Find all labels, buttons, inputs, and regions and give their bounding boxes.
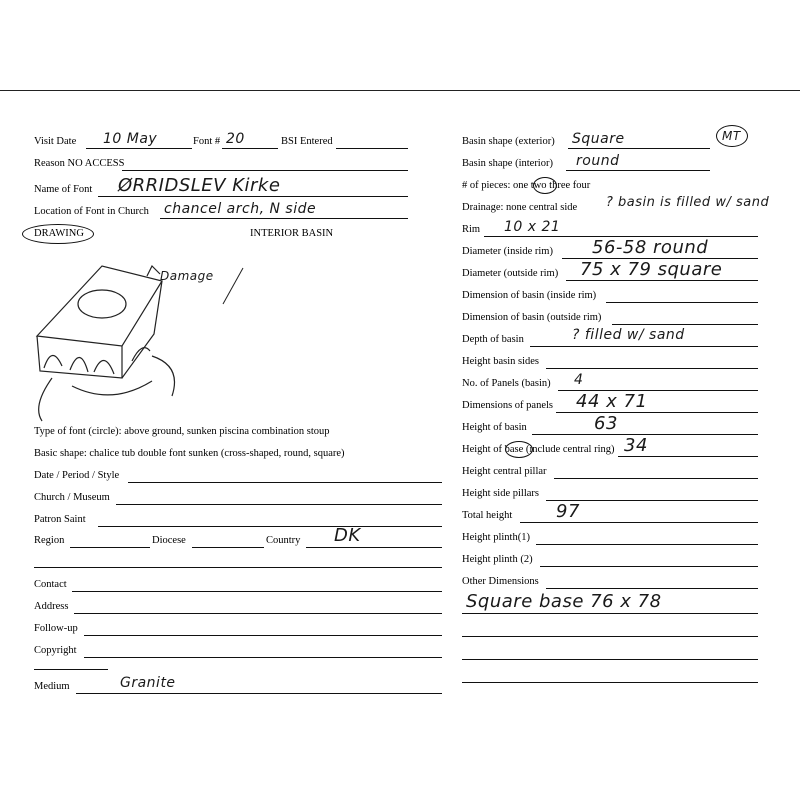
medium-line [76, 693, 442, 694]
diameter-inside-value: 56-58 round [592, 237, 709, 258]
base-height-line [618, 456, 758, 457]
location-line [160, 218, 408, 219]
drawing-circle-mark [22, 224, 94, 244]
region-label: Region [34, 535, 65, 546]
basin-exterior-line [568, 148, 710, 149]
other-dims-value: Square base 76 x 78 [466, 591, 662, 612]
interior-basin-label: INTERIOR BASIN [250, 228, 334, 239]
plinth1-label: Height plinth(1) [462, 532, 530, 543]
blank-line-1 [34, 567, 442, 568]
contact-line [72, 591, 442, 592]
diocese-label: Diocese [152, 535, 186, 546]
medium-value: Granite [120, 675, 176, 691]
other-dims-line-2 [462, 613, 758, 614]
basic-shape-label: Basic shape: chalice tub double font sunken (cross-shaped, round, square) [34, 448, 345, 459]
pieces-label: # of pieces: one two three four [462, 180, 591, 191]
font-number-label: Font # [193, 136, 221, 147]
total-height-line [520, 522, 758, 523]
font-name-value: ØRRIDSLEV Kirke [118, 175, 281, 196]
diameter-outside-value: 75 x 79 square [580, 259, 723, 280]
basin-exterior-value: Square [572, 131, 625, 147]
basin-height-label: Height of basin [462, 422, 527, 433]
basin-sides-label: Height basin sides [462, 356, 539, 367]
panels-label: No. of Panels (basin) [462, 378, 551, 389]
follow-up-label: Follow-up [34, 623, 78, 634]
plinth1-line [536, 544, 758, 545]
basin-interior-label: Basin shape (interior) [462, 158, 553, 169]
base-word-circle [505, 441, 533, 458]
font-number-value: 20 [226, 131, 245, 147]
other-dims-line-4 [462, 659, 758, 660]
drawing-label: DRAWING [34, 228, 84, 239]
panel-dims-value: 44 x 71 [576, 391, 648, 412]
bsi-entered-label: BSI Entered [281, 136, 333, 147]
patron-saint-line [98, 526, 442, 527]
damage-note: Damage [160, 269, 214, 283]
central-pillar-label: Height central pillar [462, 466, 547, 477]
dim-inside-line [606, 302, 758, 303]
font-type-label: Type of font (circle): above ground, sunken piscina combination stoup [34, 426, 330, 437]
basin-interior-value: round [576, 153, 620, 169]
visit-date-label: Visit Date [34, 136, 77, 147]
dim-outside-label: Dimension of basin (outside rim) [462, 312, 602, 323]
basin-sides-line [546, 368, 758, 369]
basin-height-value: 63 [594, 413, 618, 434]
visit-date-line [86, 148, 192, 149]
country-label: Country [266, 535, 301, 546]
basin-exterior-label: Basin shape (exterior) [462, 136, 555, 147]
font-name-label: Name of Font [34, 184, 93, 195]
panel-dims-line [556, 412, 758, 413]
side-pillars-label: Height side pillars [462, 488, 539, 499]
rim-label: Rim [462, 224, 481, 235]
diocese-line [192, 547, 264, 548]
visit-date-value: 10 May [103, 131, 158, 147]
date-period-label: Date / Period / Style [34, 470, 120, 481]
font-record-card [0, 90, 800, 707]
base-height-label: Height of base (include central ring) [462, 444, 615, 455]
other-dims-label: Other Dimensions [462, 576, 539, 587]
diameter-outside-line [566, 280, 758, 281]
other-dims-line-5 [462, 682, 758, 683]
other-dims-line [546, 588, 758, 589]
contact-label: Contact [34, 579, 67, 590]
base-height-value: 34 [624, 435, 648, 456]
total-height-value: 97 [556, 501, 580, 522]
dim-inside-label: Dimension of basin (inside rim) [462, 290, 597, 301]
font-number-line [222, 148, 278, 149]
plinth2-line [540, 566, 758, 567]
damage-arrow [215, 266, 255, 306]
region-line [70, 547, 150, 548]
medium-label: Medium [34, 681, 70, 692]
church-museum-line [116, 504, 442, 505]
location-label: Location of Font in Church [34, 206, 149, 217]
church-museum-label: Church / Museum [34, 492, 110, 503]
initials-mark: MT [722, 129, 741, 143]
dim-outside-line [612, 324, 758, 325]
initials-circle [716, 125, 748, 147]
rim-value: 10 x 21 [504, 219, 561, 235]
diameter-inside-label: Diameter (inside rim) [462, 246, 553, 257]
copyright-line [84, 657, 442, 658]
address-line [74, 613, 442, 614]
central-pillar-line [554, 478, 758, 479]
patron-saint-label: Patron Saint [34, 514, 86, 525]
drainage-value: ? basin is filled w/ sand [606, 195, 770, 210]
copyright-line-2 [34, 669, 108, 670]
panel-dims-label: Dimensions of panels [462, 400, 553, 411]
address-label: Address [34, 601, 69, 612]
depth-value: ? filled w/ sand [572, 327, 685, 343]
diameter-outside-label: Diameter (outside rim) [462, 268, 559, 279]
other-dims-line-3 [462, 636, 758, 637]
plinth2-label: Height plinth (2) [462, 554, 533, 565]
pieces-two-circle [533, 177, 557, 194]
depth-line [530, 346, 758, 347]
total-height-label: Total height [462, 510, 513, 521]
basin-interior-line [566, 170, 710, 171]
location-value: chancel arch, N side [164, 201, 317, 217]
panels-value: 4 [574, 372, 584, 388]
date-period-line [128, 482, 442, 483]
copyright-label: Copyright [34, 645, 77, 656]
reason-label: Reason NO ACCESS [34, 158, 125, 169]
drainage-label: Drainage: none central side [462, 202, 578, 213]
reason-line [122, 170, 408, 171]
follow-up-line [84, 635, 442, 636]
depth-label: Depth of basin [462, 334, 524, 345]
font-name-line [98, 196, 408, 197]
country-value: DK [334, 525, 361, 546]
country-line [306, 547, 442, 548]
bsi-entered-line [336, 148, 408, 149]
